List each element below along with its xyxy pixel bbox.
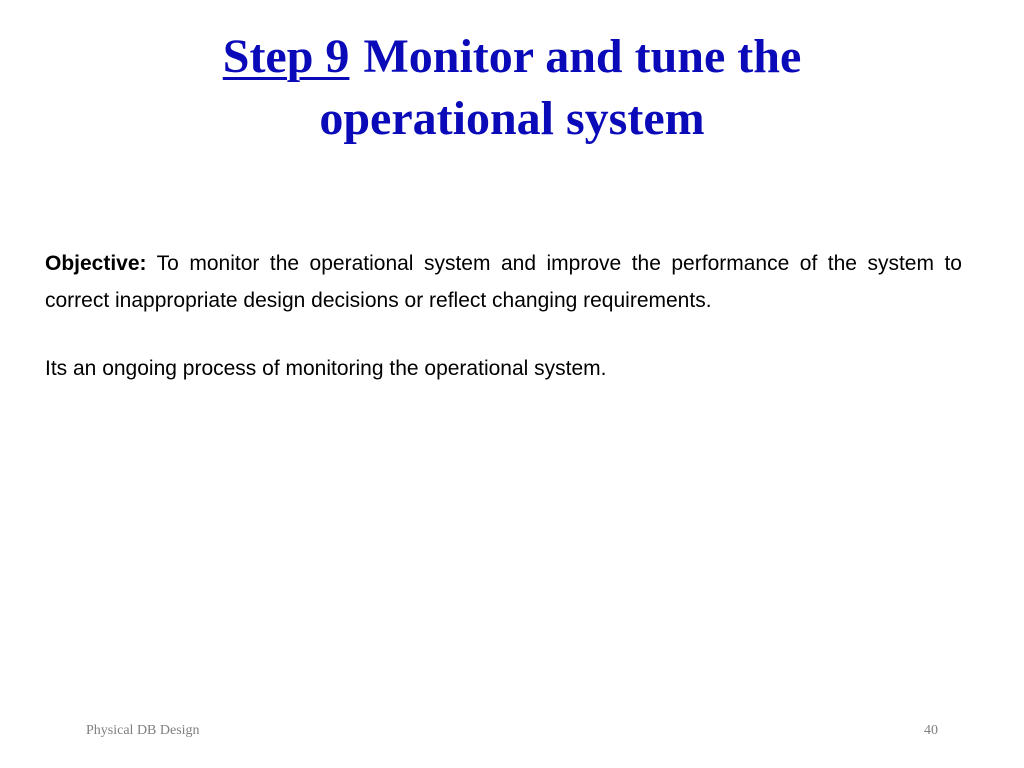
objective-text: To monitor the operational system and improve the performance of the system to correct inappropriate design decisions or reflect changing requirements.: [45, 252, 962, 312]
step-label: Step 9: [222, 30, 350, 83]
slide-body: [45, 245, 962, 387]
objective-label: Objective:: [45, 252, 147, 275]
footer-title: Physical DB Design: [86, 723, 200, 738]
ongoing-paragraph: Its an ongoing process of monitoring the operational system.: [45, 357, 607, 380]
objective-paragraph: [45, 245, 962, 319]
slide-title: [100, 26, 924, 150]
page-number: 40: [924, 723, 938, 738]
title-text: Monitor and tune the operational system: [319, 30, 802, 145]
